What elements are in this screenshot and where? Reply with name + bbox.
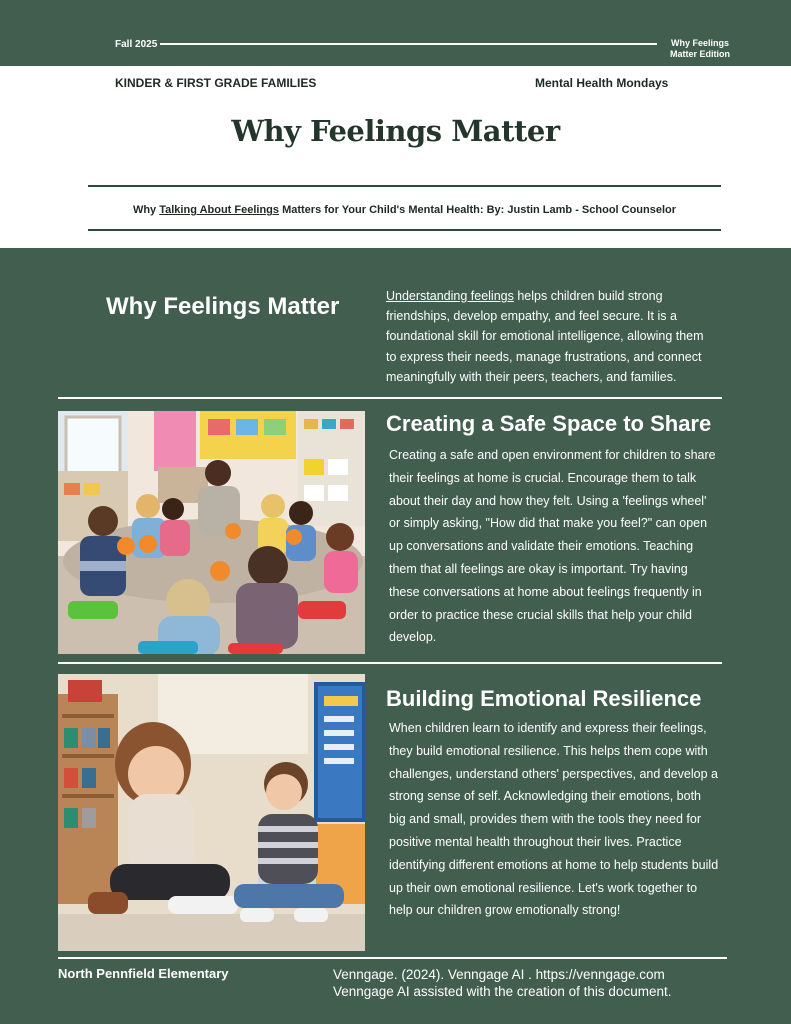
credit-block: [333, 966, 671, 1000]
season-label: Fall 2025: [115, 39, 158, 50]
safe-space-heading: Creating a Safe Space to Share: [386, 411, 712, 436]
divider-2: [58, 662, 722, 664]
byline: [88, 204, 721, 216]
edition-label: [662, 38, 738, 60]
credit-line-2: Venngage AI assisted with the creation of this document.: [333, 984, 672, 999]
edition-line-1: Why Feelings: [670, 38, 729, 48]
credit-line-1: Venngage. (2024). Venngage AI . https://venngage.com: [333, 967, 665, 982]
safe-space-paragraph: Creating a safe and open environment for children to share their feelings at home is crucial. Encourage them to talk about their day and how they felt. Using a 'feelings wheel' or simply asking, "How did that make you feel?" can open up conversations and validate their emotions. Teaching them that all feelings are okay is important. Try having these conversations at home about feelings frequently in order to practice these crucial skills that help your child develop.: [389, 448, 716, 645]
intro-body: helps children build strong friendships, develop empathy, and feel secure. It is a foundational skill for emotional intelligence, allowing them to express their needs, manage frustrations, and connect meaningfully with their peers, teachers, and families.: [386, 289, 704, 384]
top-rule: [160, 43, 657, 45]
teacher-child-photo: [58, 674, 365, 951]
classroom-circle-photo: [58, 411, 365, 654]
resilience-paragraph: When children learn to identify and express their feelings, they build emotional resilience. This helps them cope with challenges, understand others' perspectives, and develop a strong sense of self. Acknowledging their emotions, both big and small, provides them with the tools they need for positive mental health throughout their lives. Practice identifying different emotions at home to help students build up their own emotional resilience. Let's work together to help our children grow emotionally strong!: [389, 721, 719, 918]
school-name: North Pennfield Elementary: [58, 966, 229, 981]
byline-link[interactable]: Talking About Feelings: [159, 204, 280, 216]
divider-1: [58, 397, 722, 399]
audience-label: KINDER & FIRST GRADE FAMILIES: [115, 76, 317, 90]
header-rule-bottom: [88, 229, 721, 231]
series-label: Mental Health Mondays: [535, 76, 669, 90]
page-title: Why Feelings Matter: [231, 114, 560, 148]
header-rule-top: [88, 185, 721, 187]
intro-heading: Why Feelings Matter: [106, 293, 340, 320]
resilience-heading: Building Emotional Resilience: [386, 686, 702, 711]
header-panel: [0, 66, 791, 248]
top-bar: [0, 0, 791, 66]
byline-suffix: Matters for Your Child's Mental Health: By: Justin Lamb - School Counselor: [279, 204, 677, 216]
byline-prefix: Why: [132, 204, 160, 216]
edition-line-2: Matter Edition: [670, 49, 730, 59]
divider-3: [58, 957, 727, 959]
intro-link[interactable]: Understanding feelings: [386, 289, 514, 303]
intro-paragraph: [386, 286, 716, 387]
